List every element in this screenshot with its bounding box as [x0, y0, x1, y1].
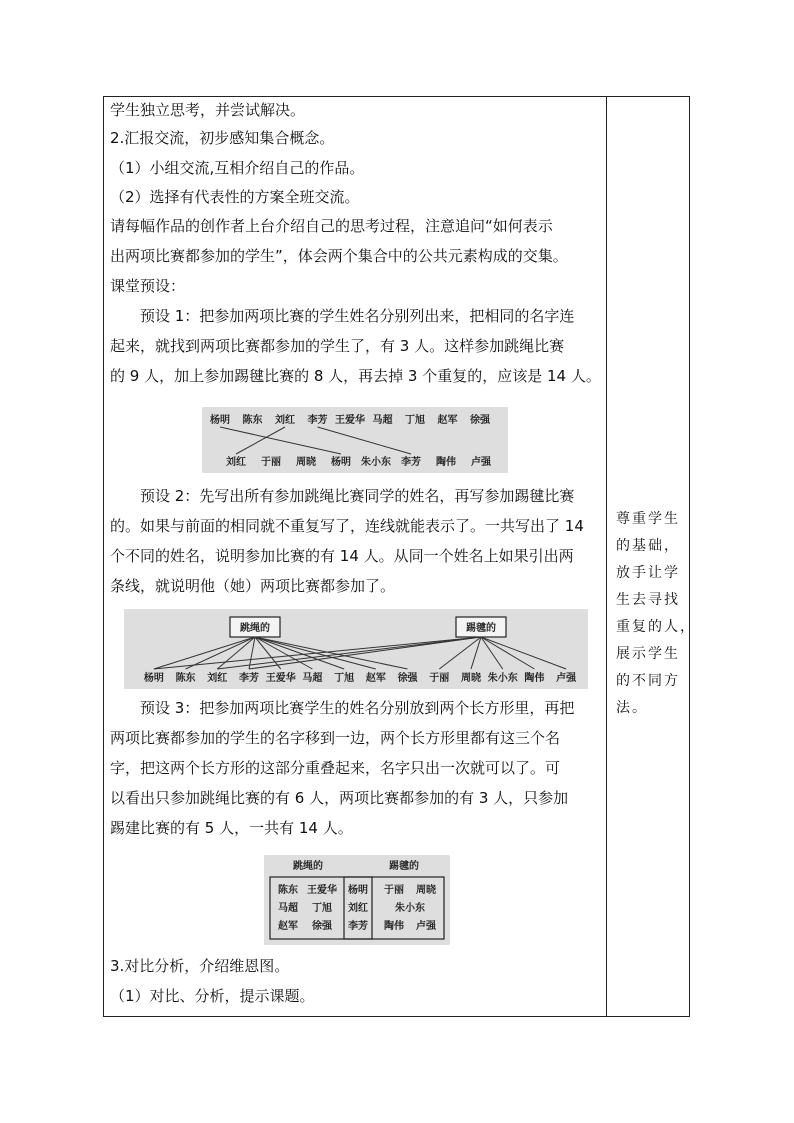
set-link: [481, 637, 503, 669]
preset-1-text: 起来，就找到两项比赛都参加的学生了，有 3 人。这样参加跳绳比赛: [110, 337, 565, 355]
name-label: 陈东: [278, 885, 298, 896]
step-heading: 2.汇报交流，初步感知集合概念。: [110, 129, 335, 147]
name-label: 卢强: [471, 457, 491, 468]
set-link: [186, 637, 255, 669]
set-link: [471, 637, 481, 669]
name-label: 丁旭: [405, 415, 425, 426]
name-label: 徐强: [397, 673, 418, 684]
name-label: 王爱华: [307, 885, 337, 896]
preset-2-text: 条线，就说明他（她）两项比赛都参加了。: [110, 577, 396, 595]
preset-3-text: 两项比赛都参加的学生的名字移到一边，两个长方形里都有这三个名: [110, 729, 561, 747]
name-label: 刘红: [207, 673, 228, 684]
text-line: 出两项比赛都参加的学生”，体会两个集合中的公共元素构成的交集。: [110, 247, 568, 265]
name-label: 徐强: [470, 415, 490, 426]
name-label: 刘红: [348, 903, 368, 914]
set-label: 跳绳的: [240, 623, 270, 634]
column-divider: [606, 97, 607, 1016]
match-link: [220, 427, 341, 454]
figure-3-svg: [264, 855, 450, 945]
text-line: （1）小组交流,互相介绍自己的作品。: [110, 159, 365, 177]
name-label: 陈东: [242, 415, 263, 426]
name-label: 李芳: [348, 921, 368, 932]
name-label: 杨明: [210, 415, 230, 426]
text-line: （1）对比、分析，提示课题。: [110, 987, 315, 1005]
name-label: 丁旭: [334, 673, 355, 684]
text-line: 课堂预设：: [110, 277, 186, 295]
name-label: 徐强: [312, 921, 332, 932]
name-label: 杨明: [331, 457, 351, 468]
name-label: 刘红: [275, 415, 295, 426]
name-label: 赵军: [278, 921, 298, 932]
name-label: 杨明: [348, 885, 368, 896]
preset-2-text: 预设 2：先写出所有参加跳绳比赛同学的姓名，再写参加踢毽比赛: [140, 487, 575, 505]
preset-2-text: 的。如果与前面的相同就不重复写了，连线就能表示了。一共写出了 14: [110, 517, 584, 535]
name-label: 李芳: [239, 673, 259, 684]
name-label: 杨明: [143, 673, 164, 684]
name-label: 朱小东: [395, 903, 425, 914]
set-link: [217, 637, 255, 669]
side-note-line: 尊重学生: [616, 511, 680, 527]
name-label: 李芳: [307, 415, 328, 426]
text-line: 学生独立思考，并尝试解决。: [110, 101, 306, 119]
name-label: 陈东: [175, 673, 196, 684]
name-label: 王爱华: [265, 673, 296, 684]
set-label: 跳绳的: [293, 861, 323, 872]
name-label: 李芳: [401, 457, 421, 468]
name-label: 朱小东: [487, 673, 518, 684]
name-label: 刘红: [226, 457, 246, 468]
set-link: [217, 637, 481, 669]
side-note-line: 放手让学: [616, 565, 680, 581]
name-label: 周晓: [296, 457, 316, 468]
preset-3-text: 预设 3：把参加两项比赛学生的姓名分别放到两个长方形里，再把: [140, 699, 575, 717]
match-link: [318, 427, 412, 454]
name-label: 丁旭: [312, 903, 332, 914]
side-note-line: 的基础，: [616, 538, 680, 554]
name-label: 朱小东: [361, 457, 391, 468]
name-label: 陶伟: [384, 921, 404, 932]
name-label: 赵军: [365, 673, 386, 684]
side-note-line: 展示学生: [616, 646, 680, 662]
text-line: 请每幅作品的创作者上台介绍自己的思考过程，注意追问“如何表示: [110, 217, 553, 235]
set-link: [481, 637, 534, 669]
match-link: [236, 427, 285, 454]
name-label: 卢强: [416, 921, 436, 932]
name-label: 于丽: [261, 457, 281, 468]
set-link: [481, 637, 566, 669]
preset-3-text: 以看出只参加跳绳比赛的有 6 人，两项比赛都参加的有 3 人，只参加: [110, 789, 569, 807]
name-label: 于丽: [384, 885, 404, 896]
set-label: 踢毽的: [389, 861, 419, 872]
name-label: 王爱华: [335, 415, 365, 426]
name-label: 周晓: [461, 673, 481, 684]
figure-3-overlap-boxes: [264, 855, 450, 945]
set-label: 踢毽的: [466, 623, 496, 634]
name-label: 赵军: [437, 415, 458, 426]
name-label: 卢强: [556, 673, 577, 684]
side-note-line: 重复的人，: [616, 619, 696, 635]
side-note-line: 生去寻找: [616, 592, 680, 608]
name-label: 于丽: [429, 673, 450, 684]
preset-1-text: 的 9 人，加上参加踢毽比赛的 8 人，再去掉 3 个重复的，应该是 14 人。: [110, 367, 601, 385]
name-label: 周晓: [416, 885, 436, 896]
preset-1-text: 预设 1：把参加两项比赛的学生姓名分别列出来，把相同的名字连: [140, 307, 575, 325]
name-label: 陶伟: [436, 457, 456, 468]
preset-3-text: 字，把这两个长方形的这部分重叠起来，名字只出一次就可以了。可: [110, 759, 561, 777]
text-line: （2）选择有代表性的方案全班交流。: [110, 188, 360, 206]
name-label: 陶伟: [524, 673, 545, 684]
name-label: 马超: [302, 673, 323, 684]
figure-1-svg: [202, 407, 508, 473]
name-label: 马超: [278, 903, 298, 914]
lesson-table: [103, 96, 696, 1017]
figure-2-svg: [124, 609, 588, 689]
name-label: 马超: [372, 415, 393, 426]
set-link: [255, 637, 376, 669]
figure-2-line-diagram: [124, 609, 588, 689]
side-note-line: 法。: [616, 700, 648, 716]
step-heading: 3.对比分析，介绍维恩图。: [110, 957, 290, 975]
side-note-line: 的不同方: [616, 673, 680, 689]
preset-2-text: 个不同的姓名，说明参加比赛的有 14 人。从同一个姓名上如果引出两: [110, 547, 574, 565]
figure-1-name-lists: [202, 407, 508, 473]
preset-3-text: 踢建比赛的有 5 人，一共有 14 人。: [110, 819, 353, 837]
